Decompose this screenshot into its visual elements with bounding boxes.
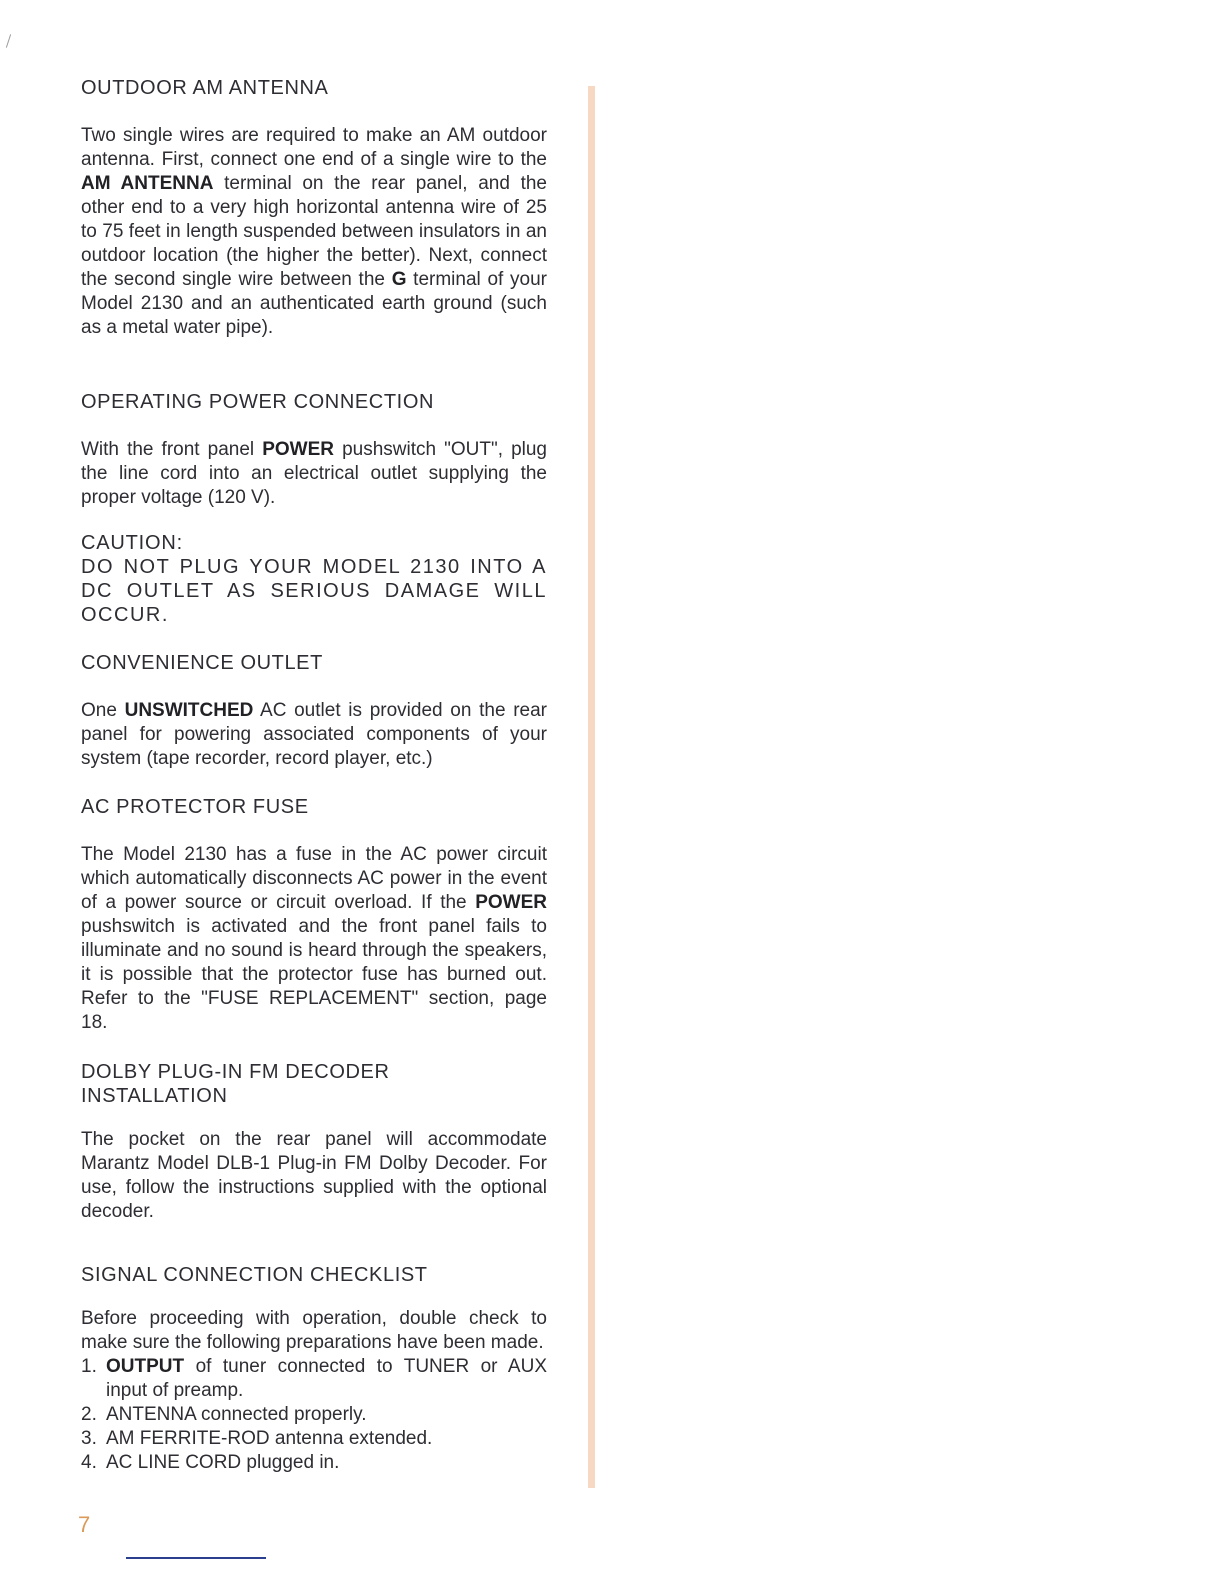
page-number: 7 (78, 1512, 91, 1537)
section-dolby-decoder (81, 1060, 547, 1224)
heading-operating-power: OPERATING POWER CONNECTION (81, 391, 435, 413)
checklist (81, 1355, 547, 1475)
item-number: 1. (81, 1356, 97, 1377)
item-text: AC LINE CORD plugged in. (106, 1452, 340, 1473)
heading-ac-protector-fuse: AC PROTECTOR FUSE (81, 796, 309, 818)
text-run: terminal on the rear panel, and the other end to a very high horizontal antenna wire of 25 to 75 feet in length suspended between insulators in an outdoor location (the higher the better). Next, connect the second single wire between the (81, 173, 547, 290)
section-caution (81, 531, 547, 627)
heading-signal-checklist: SIGNAL CONNECTION CHECKLIST (81, 1264, 428, 1286)
bold-term-am-antenna: AM ANTENNA (81, 173, 214, 194)
bold-term-g: G (391, 269, 407, 290)
bold-term-power: POWER (262, 439, 334, 460)
checklist-item (81, 1403, 547, 1427)
decorative-side-bar (588, 86, 595, 1488)
item-text: AM FERRITE-ROD antenna extended. (106, 1428, 433, 1449)
item-number: 3. (81, 1428, 97, 1449)
heading-outdoor-am-antenna: OUTDOOR AM ANTENNA (81, 77, 329, 99)
section-signal-checklist (81, 1263, 547, 1475)
text-run: pushswitch "OUT", plug the line cord into an electrical outlet supplying the proper voltage (120 V). (81, 439, 547, 508)
item-number: 2. (81, 1404, 97, 1425)
checklist-item (81, 1355, 547, 1403)
section-convenience-outlet (81, 651, 547, 771)
paragraph-checklist-intro: Before proceeding with operation, double check to make sure the following preparations have been made. (81, 1308, 547, 1353)
checklist-item (81, 1427, 547, 1451)
bold-term-output: OUTPUT (106, 1356, 185, 1377)
text-run: terminal of your Model 2130 and an authenticated earth ground (such as a metal water pipe). (81, 269, 547, 338)
text-run: pushswitch is activated and the front panel fails to illuminate and no sound is heard through the speakers, it is possible that the protector fuse has burned out. Refer to the "FUSE REPLACEMENT" section, page 18. (81, 916, 547, 1033)
text-run: AC outlet is provided on the rear panel for powering associated components of your system (tape recorder, record player, etc.) (81, 700, 547, 769)
bold-term-unswitched: UNSWITCHED (124, 700, 254, 721)
paragraph-outdoor-am-antenna (81, 124, 547, 340)
heading-convenience-outlet: CONVENIENCE OUTLET (81, 652, 323, 674)
text-run: Two single wires are required to make an AM outdoor antenna. First, connect one end of a single wire to the (81, 125, 547, 170)
heading-dolby-line-2: INSTALLATION (81, 1085, 228, 1107)
text-run: One (81, 700, 125, 721)
section-operating-power (81, 390, 547, 510)
item-number: 4. (81, 1452, 97, 1473)
bold-term-power: POWER (475, 892, 547, 913)
caution-title: CAUTION: (81, 532, 183, 554)
paragraph-dolby-decoder: The pocket on the rear panel will accommodate Marantz Model DLB-1 Plug-in FM Dolby Decoder. For use, follow the instructions supplied with the optional decoder. (81, 1129, 547, 1222)
checklist-item (81, 1451, 547, 1475)
text-run: With the front panel (81, 439, 263, 460)
bottom-rule (126, 1557, 266, 1559)
stray-pen-mark (6, 34, 11, 48)
text-run: The Model 2130 has a fuse in the AC power circuit which automatically disconnects AC power in the event of a power source or circuit overload. If the (81, 844, 547, 913)
paragraph-operating-power (81, 438, 547, 510)
paragraph-ac-protector-fuse (81, 843, 547, 1035)
heading-dolby-line-1: DOLBY PLUG-IN FM DECODER (81, 1061, 390, 1083)
section-outdoor-am-antenna (81, 76, 547, 340)
paragraph-convenience-outlet (81, 699, 547, 771)
section-ac-protector-fuse (81, 795, 547, 1035)
item-text: of tuner connected to TUNER or AUX input of preamp. (106, 1356, 547, 1401)
item-text: ANTENNA connected properly. (106, 1404, 367, 1425)
caution-body: DO NOT PLUG YOUR MODEL 2130 INTO A DC OUTLET AS SERIOUS DAMAGE WILL OCCUR. (81, 556, 547, 626)
